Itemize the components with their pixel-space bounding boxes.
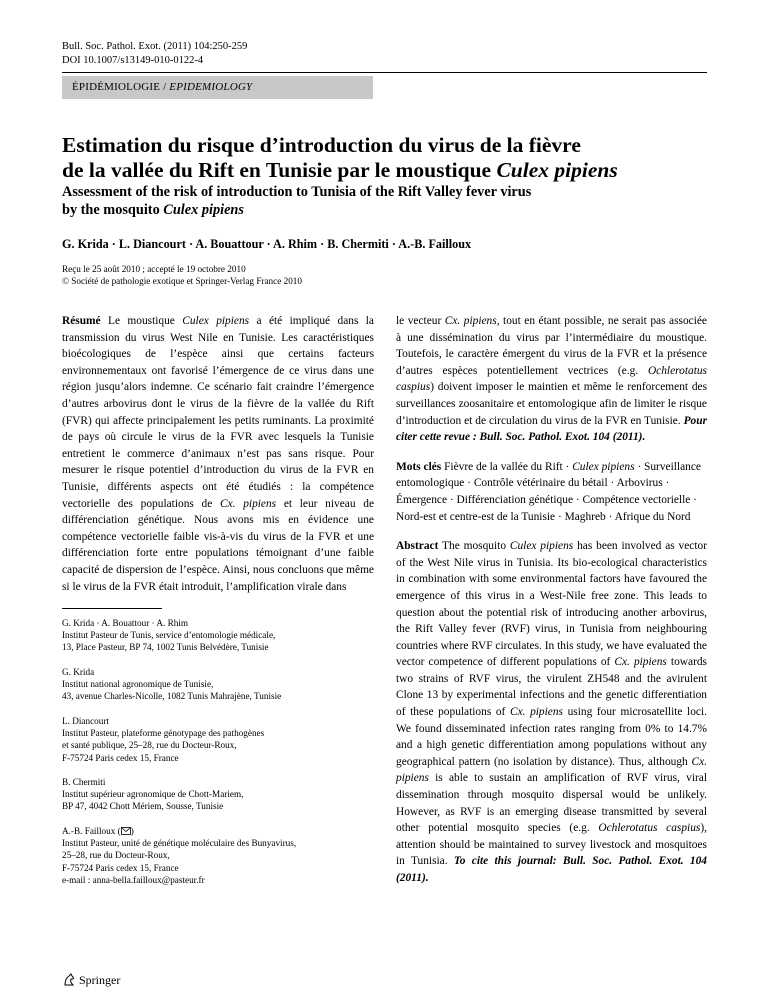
envelope-icon	[121, 827, 131, 835]
section-label: ÉPIDÉMIOLOGIE / EPIDEMIOLOGY	[72, 81, 253, 93]
abstract-paragraph: Abstract The mosquito Culex pipiens has been involved as vector of the West Nile virus in Tunisia. Its bio-ecological characteristics in combination with some environmental factors have favoured the emergence of this virus in a West-Nile free zone. This leads to question about the potential risk of introducing another arbovirus, the Rift Valley fever (RVF) virus, in Tunisia from neighbouring countries where RVF circulates. In this study, we have evaluated the vector competence of different populations of Cx. pipiens towards two strains of RVF virus, the virulent ZH548 and the avirulent Clone 13 by experimental infections and the genetic differentiation of these populations of Cx. pipiens using four microsatellite loci. We found disseminated infection rates ranging from 0% to 14.7% and a high genetic differentiation among populations without any geographical pattern (no isolation by distance). Thus, although Cx. pipiens is able to sustain an amplification of RVF virus, viral dissemination through mosquito dispersal would be unlikely. However, as RVF is an emerging disease transmitted by several other potential mosquito species (e.g. Ochlerotatus caspius), attention should be maintained to survey livestock and mosquitoes in Tunisia. To cite this journal: Bull. Soc. Pathol. Exot. 104 (2011).	[396, 540, 708, 884]
resume-paragraph: Résumé Le moustique Culex pipiens a été impliqué dans la transmission du virus West Nile en Tunisie. Les caractéristiques bioécologiques de l’espèce ainsi que certains facteurs environnementaux ont favorisé l’émergence de ce virus dans une région jusqu’alors indemne. Ce scénario fait craindre l’émergence d’autres arbovirus dont le virus de la fièvre de la vallée du Rift (FVR) qui affecte principalement les petits ruminants. La proximité de pays où circule le virus de la FVR avec lesquels la Tunisie entretient le commerce d’animaux n’est pas sans risque. Pour mesurer le risque potentiel d’introduction du virus de la FVR en Tunisie, différents aspects ont été étudiés : la compétence vectorielle des populations de Cx. pipiens et leur niveau de différenciation génétique. Nous avons mis en évidence une compétence vectorielle faible vis-à-vis du virus de la FVR et une différenciation forte entre populations témoignant d’une faible capacité de dispersion de l’espèce. Ainsi, nous concluons que même si le virus de la FVR était introduit, l’amplification virale dans	[62, 315, 375, 593]
author-list: G. Krida · L. Diancourt · A. Bouattour · A. Rhim · B. Chermiti · A.-B. Failloux	[62, 237, 472, 251]
article-subtitle: Assessment of the risk of introduction to Tunisia of the Rift Valley fever virus by the mosquito Culex pipiens	[62, 184, 532, 218]
received-dates: Reçu le 25 août 2010 ; accepté le 19 octobre 2010 © Société de pathologie exotique et Springer-Verlag France 2010	[62, 264, 302, 286]
springer-horse-icon	[62, 973, 76, 987]
journal-reference: Bull. Soc. Pathol. Exot. (2011) 104:250-259	[62, 41, 248, 52]
affiliation-divider	[62, 608, 162, 609]
affiliation-5: A.-B. Failloux ( ) Institut Pasteur, unité de génétique moléculaire des Bunyavirus, 25–28, rue du Docteur-Roux, F-75724 Paris cedex 15, France e-mail : anna-bella.failloux@pasteur.fr	[62, 825, 374, 886]
affiliation-3: L. Diancourt Institut Pasteur, plateforme génotypage des pathogènes et santé publique, 25–28, rue du Docteur-Roux, F-75724 Paris cedex 15, France	[62, 716, 265, 763]
header-rule	[62, 72, 707, 73]
affiliation-4: B. Chermiti Institut supérieur agronomique de Chott-Mariem, BP 47, 4042 Chott Mériem, Sousse, Tunisie	[62, 777, 244, 812]
keywords-fr: Mots clés Fièvre de la vallée du Rift · Culex pipiens · Surveillance entomologique · Contrôle vétérinaire du bétail · Arbovirus · Émergence · Différenciation génétique · Compétence vectorielle · Nord-est et centre-est de la Tunisie · Maghreb · Afrique du Nord	[396, 460, 701, 523]
abstract-citation: To cite this journal: Bull. Soc. Pathol. Exot. 104 (2011).	[396, 855, 707, 884]
doi: DOI 10.1007/s13149-010-0122-4	[62, 55, 204, 66]
contact-email: e-mail : anna-bella.failloux@pasteur.fr	[62, 874, 205, 885]
resume-citation: Pour citer cette revue : Bull. Soc. Pathol. Exot. 104 (2011).	[396, 414, 707, 444]
right-column	[396, 313, 707, 887]
publisher-logo: Springer	[62, 973, 120, 987]
affiliation-1: G. Krida · A. Bouattour · A. Rhim Institut Pasteur de Tunis, service d’entomologie médicale, 13, Place Pasteur, BP 74, 1002 Tunis Belvédère, Tunisie	[62, 618, 276, 653]
affiliation-2: G. Krida Institut national agronomique de Tunisie, 43, avenue Charles-Nicolle, 1082 Tunis Mahrajène, Tunisie	[62, 667, 282, 702]
section-banner	[62, 76, 373, 99]
resume-continuation: le vecteur Cx. pipiens, tout en étant possible, ne serait pas associée à une dissémination du virus par l’intermédiaire du moustique. Toutefois, le caractère émergent du virus de la FVR et la présence d’autres espèces potentiellement vectrices (e.g. Ochlerotatus caspius) doivent imposer le maintien et même le renforcement des surveillances zoosanitaire et entomologique afin de limiter le risque d’introduction et de circulation du virus de la FVR en Tunisie. Pour citer cette revue : Bull. Soc. Pathol. Exot. 104 (2011).	[396, 315, 707, 444]
article-title: Estimation du risque d’introduction du virus de la fièvre de la vallée du Rift en Tunisie par le moustique Culex pipiens	[62, 133, 618, 182]
